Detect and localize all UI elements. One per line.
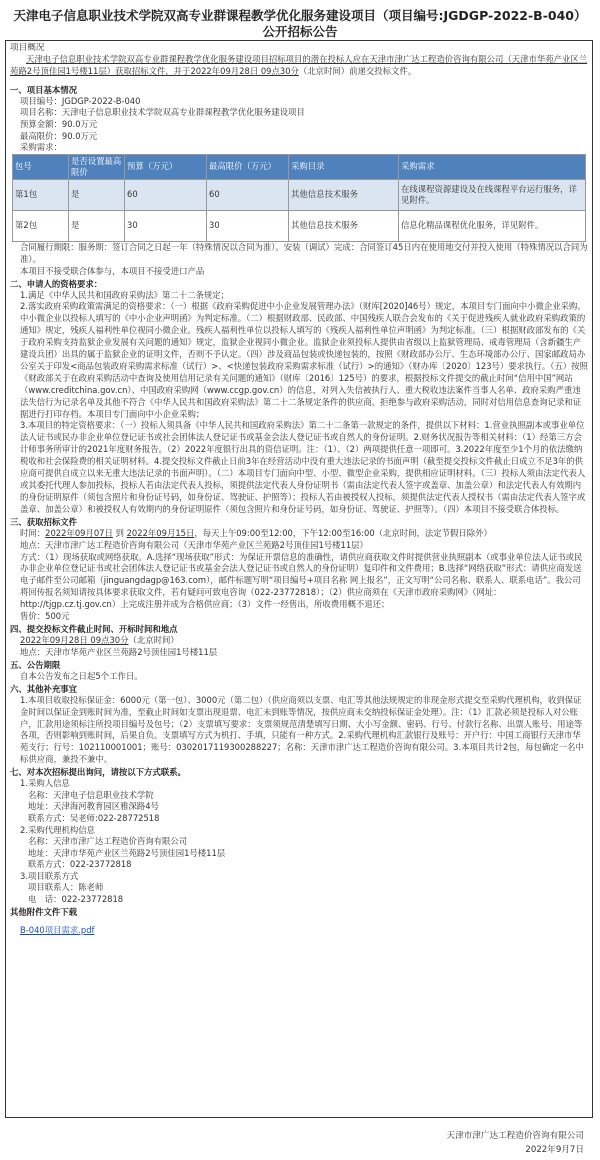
section6-heading: 六、其他补充事宜: [10, 683, 77, 694]
section2-heading: 二、申请人的资格要求：: [10, 278, 103, 289]
package-table: [12, 154, 586, 242]
obtain-time-rest: ，每天上午09:00至12:00，下午12:00至16:00（北京时间，法定节假日除外）: [194, 527, 492, 538]
attachments-heading: 其他附件文件下载: [10, 906, 77, 917]
buyer-name: 名称：天津电子信息职业技术学院: [28, 789, 154, 800]
obtain-place: 地点：天津市津广达工程造价咨询有限公司（天津市华苑产业区兰苑路2号顶佳园1号楼11层）: [20, 539, 368, 550]
contact-person: 项目联系人：陈老师: [28, 882, 104, 893]
table-cell: 其他信息技术服务: [289, 210, 399, 241]
contact-phone: 电 话：022-23772818: [28, 894, 124, 905]
table-header-cell: 包号: [13, 154, 69, 179]
budget-amount: 预算金额：90.0万元: [20, 119, 98, 129]
table-header-cell: 采购需求: [399, 154, 586, 179]
table-cell: 30: [207, 210, 289, 241]
agent-name: 名称：天津市津广达工程造价咨询有限公司: [28, 836, 188, 847]
table-header-cell: 是否设置最高限价: [69, 154, 125, 179]
table-header-cell: 预算（万元）: [125, 154, 207, 179]
supplementary-matters: 1.本项目收取投标保证金：6000元（第一包）、3000元（第二包）（供应商须以支票、电汇等其他法规规定的非现金形式提交至采购代理机构，收到保证金时间以保证金到账时间为准，至截止时间如支票出现退票、电汇未到账等情况，按供应商未交纳投标保证金处理）。注：（1）汇款必须是投标人对公账户，汇款用途须标注所投项目编号及包号；（2）支票填写要求：支票须规范清楚填写日期、大小写金额、密码、行号、付款行名称、出票人账号、用途等各项，否则影响到账时间，后果自负。支票填写方式为机打、手填，只能有一种方式。2.采购代理机构汇款银行及账号：开户行：中国工商银行天津市华苑支行；行号：102110001001；账号：0302017119300288227；名称：天津市津广达工程造价咨询有限公司。3.本项目共计2包，每包确定一名中标供应商，兼投不兼中。: [20, 694, 584, 765]
obtain-to: 到: [112, 527, 127, 538]
bid-deadline: [10, 635, 588, 647]
table-cell: 是: [69, 179, 125, 210]
table-cell: 在线课程资源建设及在线课程平台运行服务，详见附件。: [399, 179, 586, 210]
document-price: 售价：500元: [20, 611, 70, 622]
obtain-end-date: 2022年09月15日: [126, 527, 195, 538]
consortium-note: 本项目不接受联合体参与，本项目不接受进口产品: [20, 265, 205, 276]
section5-heading: 五、公告期限: [10, 659, 61, 670]
table-header-cell: 最高限价（万元）: [207, 154, 289, 179]
attachment-link[interactable]: B-040项目需求.pdf: [20, 924, 95, 935]
page-title: 天津电子信息职业技术学院双高专业群课程教学优化服务建设项目（项目编号:JGDGP-2022-B-040）公开招标公告: [13, 8, 587, 39]
table-cell: 60: [207, 179, 289, 210]
overview-deadline: 2022年09月28日 09点30分: [190, 65, 299, 76]
section1-heading: 一、项目基本情况: [10, 84, 77, 95]
table-row: [13, 179, 586, 210]
section4-heading: 四、提交投标文件截止时间、开标时间和地点: [10, 623, 178, 634]
table-row: [13, 210, 586, 241]
obtain-start-date: 2022年09月07日: [45, 527, 113, 538]
requirement-label: 采购需求：: [20, 142, 62, 153]
qualification-item: 1.满足《中华人民共和国政府采购法》第二十二条规定；: [20, 289, 229, 300]
table-cell: 是: [69, 210, 125, 241]
section3-heading: 三、获取招标文件: [10, 516, 77, 527]
signature-date: 2022年9月7日: [525, 1145, 584, 1155]
table-cell: 其他信息技术服务: [289, 179, 399, 210]
qualification-item: 2.落实政府采购政策需满足的资格要求：（一）根据《政府采购促进中小企业发展管理办法》（财库[2020]46号）规定，本项目专门面向中小微企业采购。中小微企业以投标人填写的《中小企业声明函》为判定标准。（二）根据财政部、民政部、中国残疾人联合会发布的《关于促进残疾人就业政府采购政策的通知》规定，残疾人福利性单位视同小微企业。残疾人福利性单位以投标人填写的《残疾人福利性单位声明函》为判定标准。（三）根据财政部发布的《关于政府采购支持监狱企业发展有关问题的通知》规定，监狱企业视同小微企业。监狱企业须投标人提供由省级以上监狱管理局、戒毒管理局（含新疆生产建设兵团）出具的属于监狱企业的证明文件，否则不予认定。（四）涉及商品包装或快递包装的，按照《财政部办公厅、生态环境部办公厅、国家邮政局办公室关于印发<商品包装政府采购需求标准（试行）>、<快递包装政府采购需求标准（试行）>的通知》（财办库〔2020〕123号）要求执行。（五）按照《财政部关于在政府采购活动中查询及使用信用记录有关问题的通知》（财库〔2016〕125号）的要求，根据投标文件提交的截止时间“信用中国”网站（www.creditchina.gov.cn）、中国政府采购网（www.ccgp.gov.cn）的信息，对列入失信被执行人、重大税收违法案件当事人名单、政府采购严重违法失信行为记录名单及其他不符合《中华人民共和国政府采购法》第二十二条规定条件的供应商，拒绝参与政府采购活动，同时对信用信息查询记录和证据进行打印存档。本项目专门面向中小企业采购；: [20, 301, 588, 419]
bid-deadline-time: 2022年09月28日 09点30分: [20, 634, 129, 645]
project-name: 项目名称：天津电子信息职业技术学院双高专业群课程教学优化服务建设项目: [20, 107, 305, 118]
table-header-row: [13, 154, 586, 179]
agent-address: 地址：天津市华苑产业区兰苑路2号顶佳园1号楼11层: [28, 847, 226, 858]
max-price: 最高限价：90.0万元: [20, 130, 98, 141]
table-cell: 第1包: [13, 179, 69, 210]
signature-org: 天津市津广达工程造价咨询有限公司: [446, 1131, 584, 1141]
table-cell: 第2包: [13, 210, 69, 241]
announcement-body: [5, 40, 593, 1118]
agent-phone: 联系方式：022-23772818: [28, 859, 132, 870]
contract-period: 合同履行期限：服务期：签订合同之日起一年（特殊情况以合同为准）。安装（调试）完成：合同签订45日内在使用地交付并投入使用（特殊情况以合同为准）。: [20, 241, 588, 264]
overview-text-a: 天津电子信息职业技术学院双高专业群课程教学优化服务建设项目招标项目的潜在投标人应在天津市津广达工程造价咨询有限公司（天津市华苑产业区兰苑路2号顶佳园1号楼11层）获取招标文件，并于: [10, 54, 588, 76]
notice-period: 自本公告发布之日起5个工作日。: [20, 670, 143, 681]
buyer-title: 1.采购人信息: [20, 778, 70, 789]
agent-title: 2.采购代理机构信息: [20, 824, 95, 835]
table-header-cell: 采购目录: [289, 154, 399, 179]
overview-label: 项目概况: [10, 43, 45, 53]
bid-deadline-suffix: （北京时间）: [128, 634, 179, 645]
overview-text: [10, 54, 588, 78]
section7-heading: 七、对本次招标提出询问，请按以下方式联系。: [10, 767, 186, 778]
qualification-item: 3.本项目的特定资格要求：（一）投标人须具备《中华人民共和国政府采购法》第二十二条第一款规定的条件，提供以下材料：1.营业执照副本或事业单位法人证书或民办非企业单位登记证书或社会团体法人登记证书或基金会法人登记证书或自然人的身份证明。2.财务状况报告等相关材料：（1）经第三方会计师事务所审计的2021年度财务报告。（2）2022年度银行出具的资信证明。注：（1）、（2）两项提供任意一项即可。3.2022年度至少1个月的依法缴纳税收和社会保险费的相关证明材料。4.提交投标文件截止日前3年在经营活动中没有重大违法记录的书面声明（截至提交投标文件截止日成立不足3年的供应商可提供自成立以来无重大违法记录的书面声明）。（二）本项目专门面向中型、小型、微型企业采购，提供相应证明材料。（三）投标人须由法定代表人或其委托代理人参加投标，投标人若由法定代表人投标，须提供法定代表人身份证明书（需由法定代表人签字或盖章、加盖公章）和法定代表人有效期内的身份证明原件（须包含照片和身份证号码，如身份证、驾驶证、护照等）；投标人若由被授权人投标，须提供法定代表人授权书（需由法定代表人签字或盖章、加盖公章）和被授权人有效期内的身份证明原件（须包含照片和身份证号码，如身份证、驾驶证、护照等）。（四）本项目不接受联合体投标。: [20, 420, 586, 514]
obtain-time: [10, 528, 588, 540]
project-number: 项目编号：JGDGP-2022-B-040: [20, 95, 141, 106]
contact-title: 3.项目联系方式: [20, 870, 79, 881]
table-cell: 30: [125, 210, 207, 241]
overview-text-b: （北京时间）前递交投标文件。: [298, 65, 417, 76]
table-cell: 信息化精品课程优化服务，详见附件。: [399, 210, 586, 241]
buyer-address: 地址：天津海河教育园区雅深路4号: [28, 801, 159, 812]
obtain-method: 方式：（1）现场获取或网络获取。A.选择“现场获取”形式：为保证开票信息的准确性，请供应商获取文件时提供营业执照副本（或事业单位法人证书或民办非企业单位登记证书或社会团体法人登记证书或基金会法人登记证书或自然人的身份证明）复印件和文件费用；B.选择“网络获取”形式：请供应商发送电子邮件至公司邮箱（jinguangdagp@163.com），邮件标题写明“项目编号+项目名称 网上报名”，正文写明“公司名称、联系人、联系电话”。我公司将回传报名须知请按具体要求获取文件，若有疑问可致电咨询（022-23772818）；（2）供应商须在《天津市政府采购网》（网址：http://tjgp.cz.tj.gov.cn）上完成注册并成为合格供应商；（3）文件一经售出，所收费用概不退还；: [20, 551, 583, 610]
obtain-time-label: 时间：: [20, 527, 46, 538]
bid-place: 地点：天津市华苑产业区兰苑路2号顶佳园1号楼11层: [20, 646, 218, 657]
table-cell: 60: [125, 179, 207, 210]
buyer-phone: 联系方式：吴老师:022-28772518: [28, 812, 160, 823]
